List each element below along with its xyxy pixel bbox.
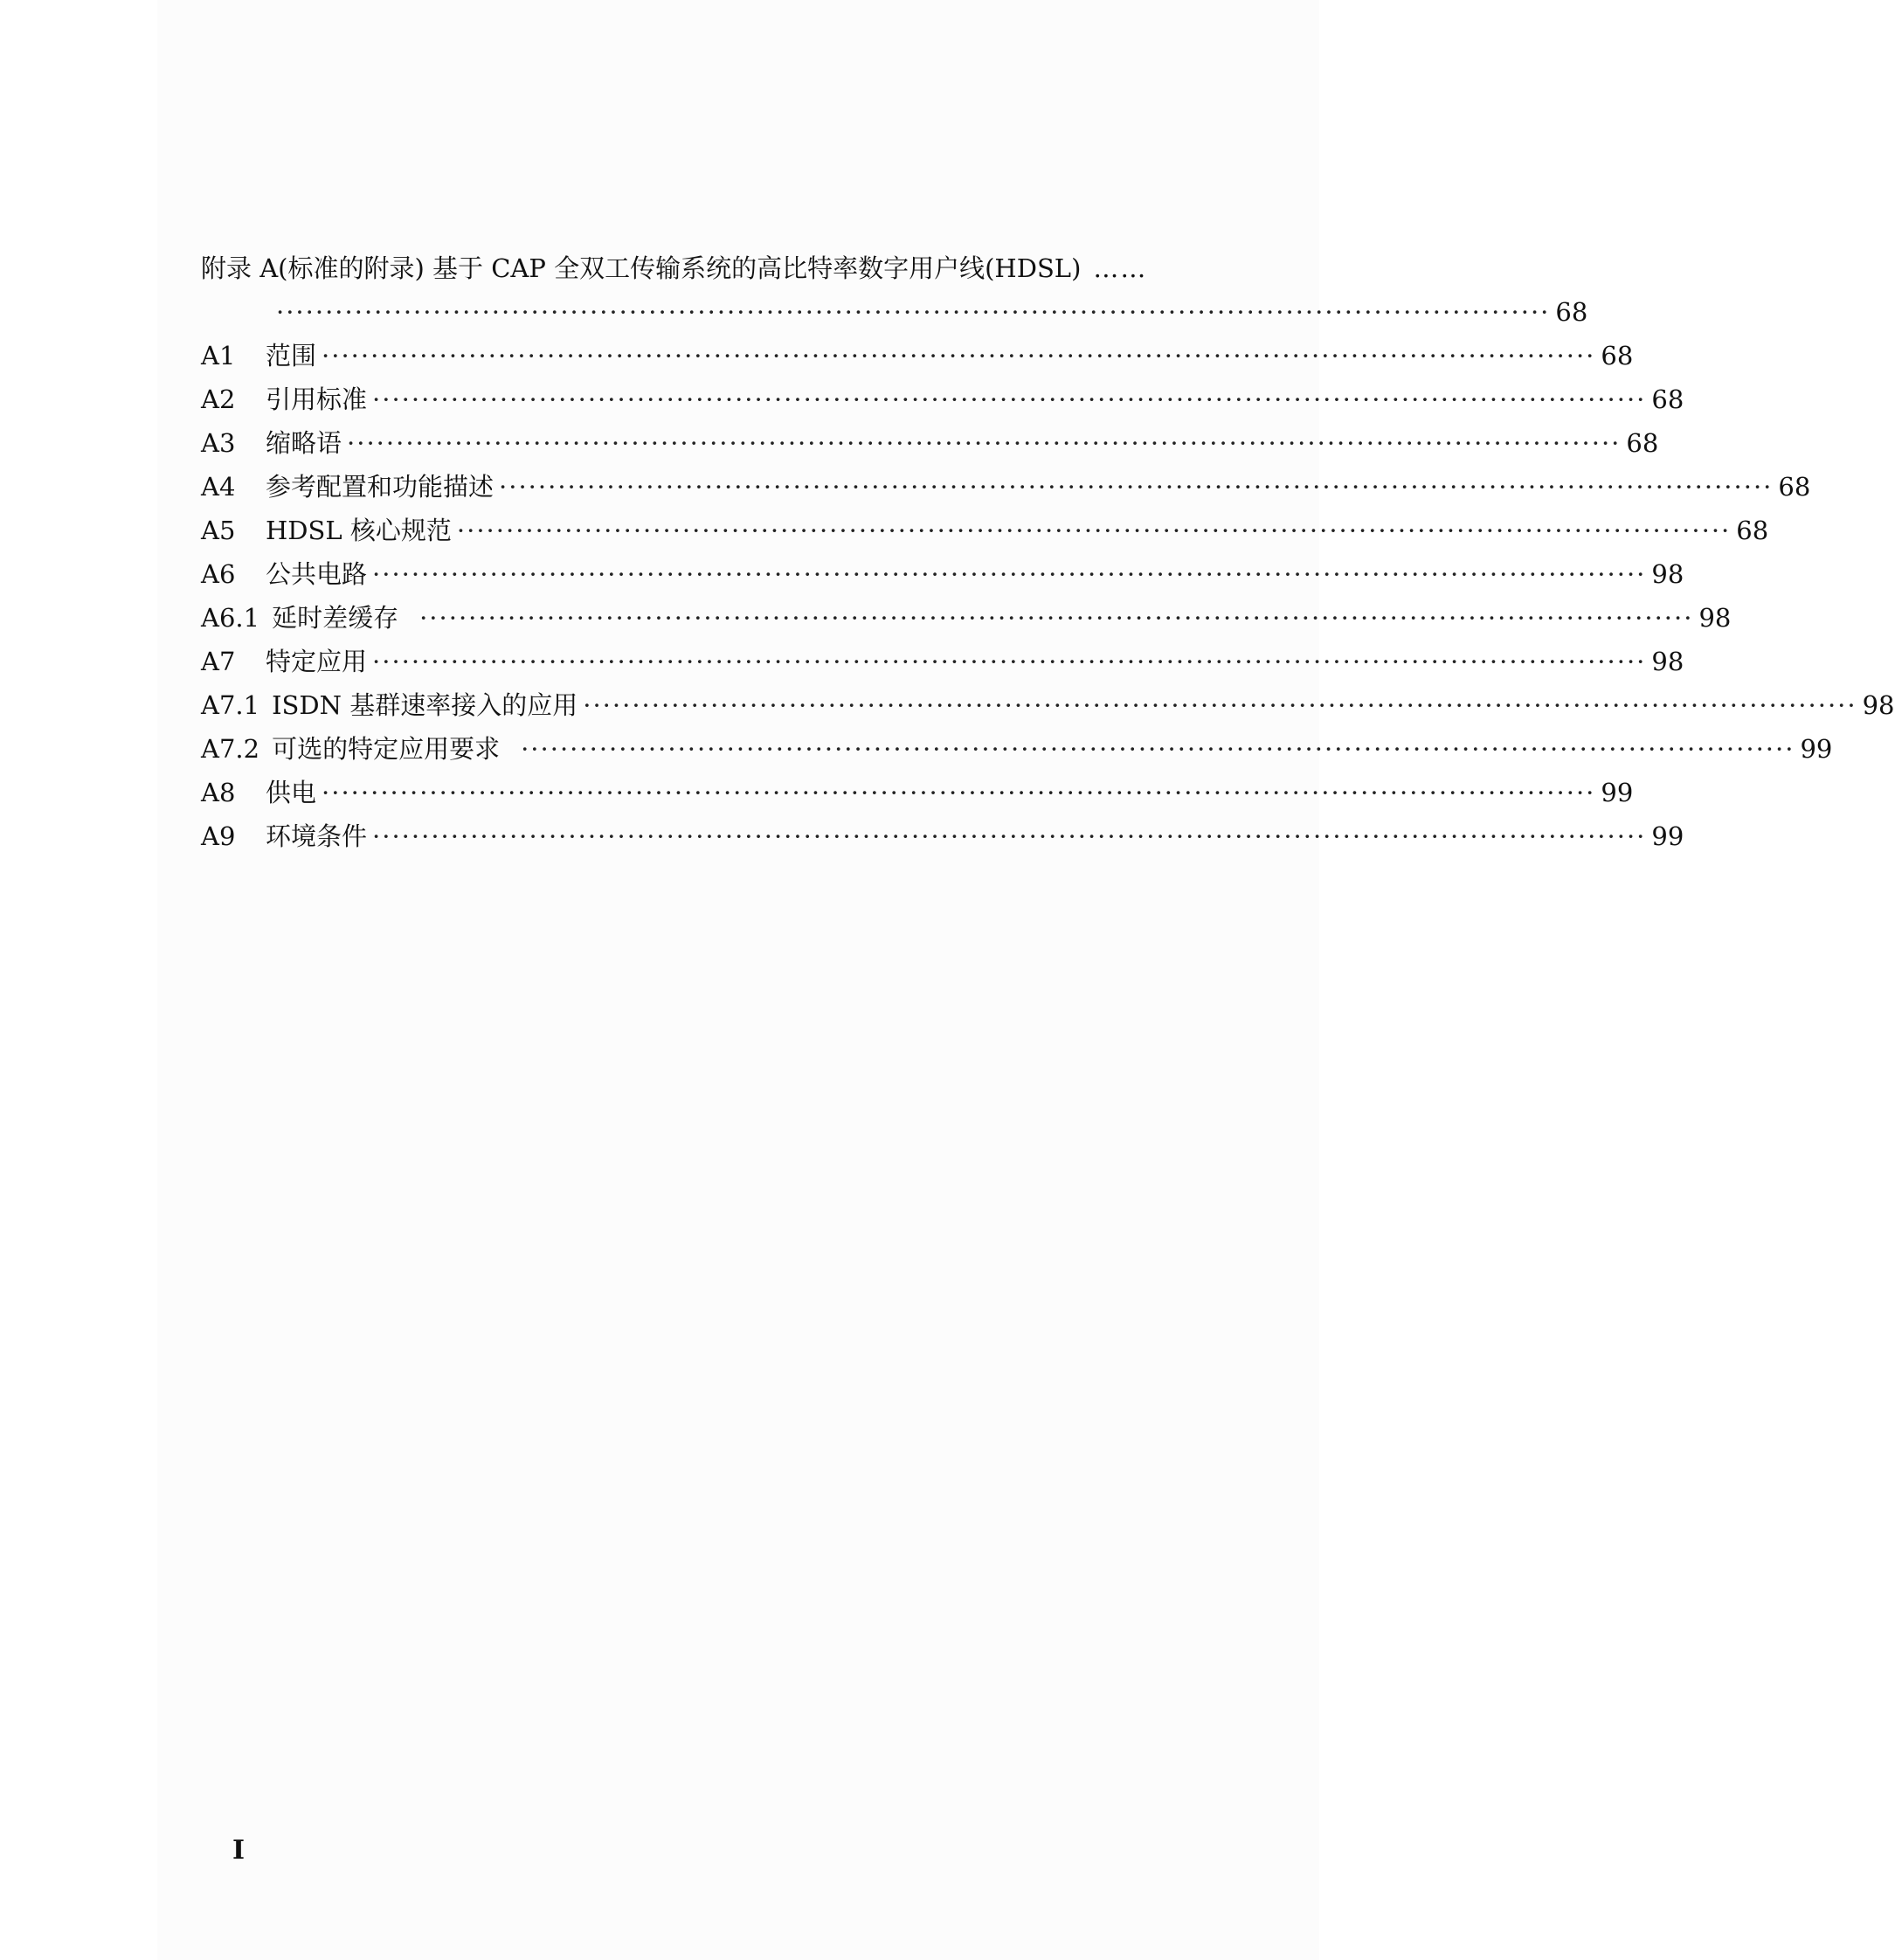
toc-entry-page: 99 <box>1601 778 1634 807</box>
toc-entry-a5 <box>201 509 1769 552</box>
toc-entry-number: A7 <box>201 647 236 676</box>
toc-annex-leader-end: …… <box>1093 253 1148 283</box>
toc-entry-page: 68 <box>1736 516 1769 545</box>
toc-entry-page: 68 <box>1626 428 1659 458</box>
toc-entry-a8 <box>201 771 1634 814</box>
toc-entry-number: A8 <box>201 778 236 807</box>
toc-entry-a7-2 <box>201 727 1833 771</box>
toc-entry-page: 68 <box>1651 384 1684 414</box>
toc-entry-page: 98 <box>1651 647 1684 676</box>
toc-entry-number: A4 <box>201 472 236 502</box>
toc-entry-title: 公共电路 <box>266 559 368 589</box>
toc-entry-page: 99 <box>1651 821 1684 851</box>
toc-leader: ·································································································································· <box>347 428 1622 458</box>
toc-entry-page: 68 <box>1778 472 1811 502</box>
toc-leader: ·································································································································· <box>521 734 1795 764</box>
toc-leader: ·································································································································· <box>372 384 1647 414</box>
toc-entry-title: HDSL 核心规范 <box>266 516 452 545</box>
toc-entry-a6 <box>201 552 1684 596</box>
toc-annex-title: 附录 A(标准的附录) 基于 CAP 全双工传输系统的高比特率数字用户线(HDSL) <box>201 253 1082 283</box>
toc-entry-title: 供电 <box>266 778 317 807</box>
toc-entry-a4 <box>201 465 1811 509</box>
toc-entry-title: ISDN 基群速率接入的应用 <box>272 690 578 720</box>
toc-entry-title: 延时差缓存 <box>272 603 399 633</box>
toc-leader: ·································································································································· <box>276 297 1551 327</box>
toc-entry-title: 范围 <box>266 341 317 371</box>
toc-entry-title: 参考配置和功能描述 <box>266 472 494 502</box>
toc-leader: ·································································································································· <box>372 821 1647 851</box>
toc-entry-a2 <box>201 377 1684 421</box>
toc-leader: ·································································································································· <box>456 516 1732 545</box>
toc-entry-number: A7.2 <box>201 734 260 764</box>
toc-entry-number: A3 <box>201 428 236 458</box>
toc-entry-number: A2 <box>201 384 236 414</box>
toc-entry-number: A5 <box>201 516 236 545</box>
toc-leader: ·································································································································· <box>372 559 1647 589</box>
footer-page-number: I <box>232 1835 246 1866</box>
toc-entry-title: 缩略语 <box>266 428 342 458</box>
toc-entry-a7-1 <box>201 683 1895 727</box>
toc-leader: ·································································································································· <box>583 690 1857 720</box>
toc-entry-page: 98 <box>1698 603 1732 633</box>
toc-entry-page: 98 <box>1862 690 1895 720</box>
toc-leader: ·································································································································· <box>322 341 1596 371</box>
toc-entry-title: 可选的特定应用要求 <box>272 734 501 764</box>
toc-entry-title: 引用标准 <box>266 384 368 414</box>
toc-entry-title: 环境条件 <box>266 821 368 851</box>
toc-entry-page: 99 <box>1800 734 1833 764</box>
toc-entry-page: 98 <box>1651 559 1684 589</box>
toc-entry-a1 <box>201 334 1634 377</box>
toc-leader: ·································································································································· <box>372 647 1647 676</box>
toc-entry-number: A9 <box>201 821 236 851</box>
toc-annex-page: 68 <box>1555 297 1588 327</box>
toc-leader: ·································································································································· <box>322 778 1596 807</box>
toc-annex-continuation <box>201 290 1588 334</box>
toc-entry-a9 <box>201 814 1684 858</box>
toc-entry-a3 <box>201 421 1659 465</box>
toc-entry-page: 68 <box>1601 341 1634 371</box>
toc-leader: ·································································································································· <box>419 603 1694 633</box>
toc-annex-heading <box>201 246 1274 290</box>
table-of-contents <box>201 246 1895 858</box>
toc-entry-number: A1 <box>201 341 236 371</box>
toc-entry-number: A6.1 <box>201 603 260 633</box>
toc-entry-title: 特定应用 <box>266 647 368 676</box>
toc-entry-a6-1 <box>201 596 1732 640</box>
toc-entry-number: A6 <box>201 559 236 589</box>
toc-entry-number: A7.1 <box>201 690 260 720</box>
toc-entry-a7 <box>201 640 1684 683</box>
toc-leader: ·································································································································· <box>499 472 1774 502</box>
